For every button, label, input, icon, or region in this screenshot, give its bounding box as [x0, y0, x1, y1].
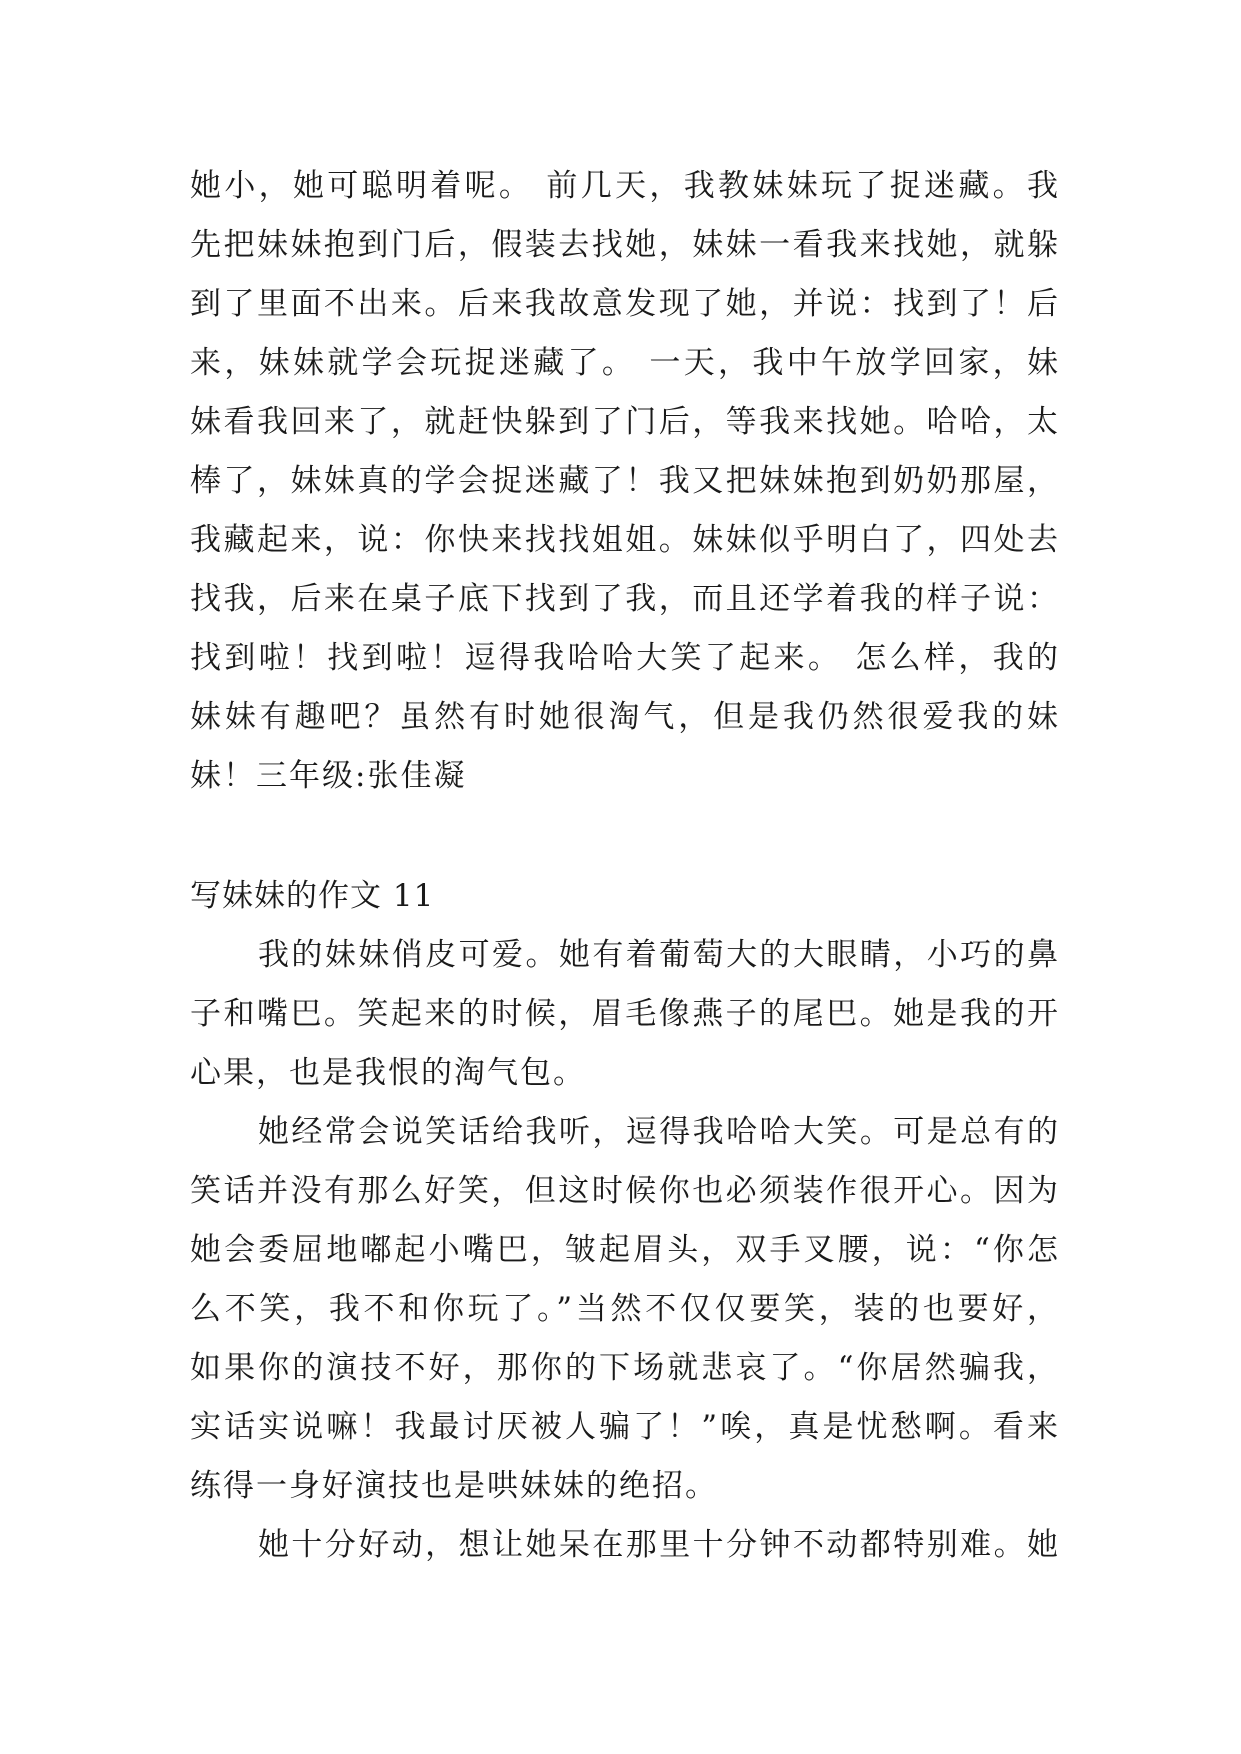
- text-line: 如果你的演技不好，那你的下场就悲哀了。“你居然骗我，: [190, 1350, 1060, 1386]
- text-line: 么不笑，我不和你玩了。”当然不仅仅要笑，装的也要好，: [190, 1291, 1060, 1327]
- text-line: 来，妹妹就学会玩捉迷藏了。 一天，我中午放学回家，妹: [190, 345, 1060, 381]
- text-line: 她十分好动，想让她呆在那里十分钟不动都特别难。她: [258, 1527, 1060, 1563]
- text-line: 棒了，妹妹真的学会捉迷藏了！我又把妹妹抱到奶奶那屋，: [190, 463, 1060, 499]
- text-line: 她小，她可聪明着呢。 前几天，我教妹妹玩了捉迷藏。我: [190, 168, 1060, 204]
- text-line: 她经常会说笑话给我听，逗得我哈哈大笑。可是总有的: [258, 1114, 1060, 1150]
- text-line: 子和嘴巴。笑起来的时候，眉毛像燕子的尾巴。她是我的开: [190, 996, 1060, 1032]
- text-line: 我的妹妹俏皮可爱。她有着葡萄大的大眼睛，小巧的鼻: [258, 937, 1060, 973]
- text-line: 实话实说嘛！我最讨厌被人骗了！”唉，真是忧愁啊。看来: [190, 1409, 1060, 1445]
- text-line: 心果，也是我恨的淘气包。: [190, 1055, 586, 1091]
- text-line: 找到啦！找到啦！逗得我哈哈大笑了起来。 怎么样，我的: [190, 640, 1060, 676]
- text-line: 练得一身好演技也是哄妹妹的绝招。: [190, 1468, 718, 1504]
- text-line: 妹看我回来了，就赶快躲到了门后，等我来找她。哈哈，太: [190, 404, 1060, 440]
- text-line: 笑话并没有那么好笑，但这时候你也必须装作很开心。因为: [190, 1173, 1060, 1209]
- text-line: 先把妹妹抱到门后，假装去找她，妹妹一看我来找她，就躲: [190, 227, 1060, 263]
- section-title: 写妹妹的作文 11: [190, 878, 435, 914]
- text-line: 找我，后来在桌子底下找到了我，而且还学着我的样子说：: [190, 581, 1060, 617]
- text-line: 我藏起来，说：你快来找找姐姐。妹妹似乎明白了，四处去: [190, 522, 1060, 558]
- text-line: 她会委屈地嘟起小嘴巴，皱起眉头，双手叉腰，说：“你怎: [190, 1232, 1060, 1268]
- text-line: 妹！三年级:张佳凝: [190, 758, 467, 794]
- text-line: 到了里面不出来。后来我故意发现了她，并说：找到了！后: [190, 286, 1060, 322]
- text-line: 妹妹有趣吧？虽然有时她很淘气，但是我仍然很爱我的妹: [190, 699, 1060, 735]
